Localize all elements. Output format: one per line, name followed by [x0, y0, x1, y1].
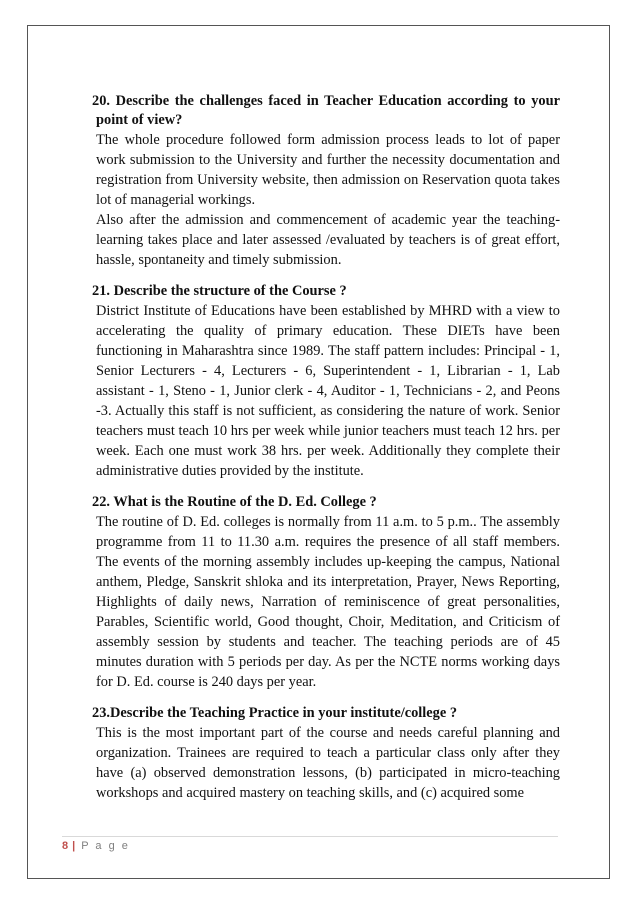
footer-separator: |: [72, 840, 78, 852]
page-label: P a g e: [81, 840, 130, 852]
answer-paragraph: The routine of D. Ed. colleges is normally from 11 a.m. to 5 p.m.. The assembly programme from 11 to 11.30 a.m. requires the presence of all staff members. The events of the morning assembly includes up-keeping the campus, National anthem, Pledge, Sanskrit shloka and its interpretation, Prayer, News Reporting, Highlights of daily news, Narration of reminiscence of great personalities, Parables, Scientific world, Good thought, Choir, Meditation, and Criticism of assembly session by students and teacher. The teaching periods are of 45 minutes duration with 5 periods per day. As per the NCTE norms working days for D. Ed. course is 240 days per year.: [96, 514, 560, 690]
question-heading: 21. Describe the structure of the Course ?: [92, 283, 347, 299]
page-number: 8: [62, 840, 69, 852]
answer-paragraph: This is the most important part of the course and needs careful planning and organization. Trainees are required to teach a particular class only after they have (a) observed demonstration lessons, (b) participated in micro-teaching workshops and acquired mastery on teaching skills, and (c) acquired some: [96, 725, 560, 801]
section-q23: [92, 704, 560, 803]
answer-paragraph: The whole procedure followed form admission process leads to lot of paper work submission to the University and further the necessity documentation and registration from University website, then admission on Reservation quota takes lot of managerial workings.: [96, 132, 560, 208]
answer-paragraph: District Institute of Educations have been established by MHRD with a view to accelerating the quality of primary education. These DIETs have been functioning in Maharashtra since 1989. The staff pattern includes: Principal - 1, Senior Lecturers - 4, Lecturers - 6, Superintendent - 1, Librarian - 1, Lab assistant - 1, Steno - 1, Junior clerk - 4, Auditor - 1, Technicians - 2, and Peons -3. Actually this staff is not sufficient, as considering the nature of work. Senior teachers must teach 10 hrs per week while junior teachers must teach 12 hrs. per week. Each one must work 38 hrs. per week. Additionally they complete their administrative duties provided by the institute.: [96, 303, 560, 479]
question-heading: 22. What is the Routine of the D. Ed. College ?: [92, 494, 377, 510]
question-heading: 20. Describe the challenges faced in Teacher Education according to your point of view?: [92, 93, 560, 128]
document-body: [92, 92, 560, 815]
section-q20: [92, 92, 560, 270]
page-footer: [62, 836, 558, 852]
answer-paragraph: Also after the admission and commencement of academic year the teaching-learning takes place and later assessed /evaluated by teachers is of great effort, hassle, spontaneity and timely submission.: [96, 212, 560, 268]
section-q21: [92, 282, 560, 481]
question-heading: 23.Describe the Teaching Practice in your institute/college ?: [92, 705, 458, 721]
section-q22: [92, 493, 560, 692]
